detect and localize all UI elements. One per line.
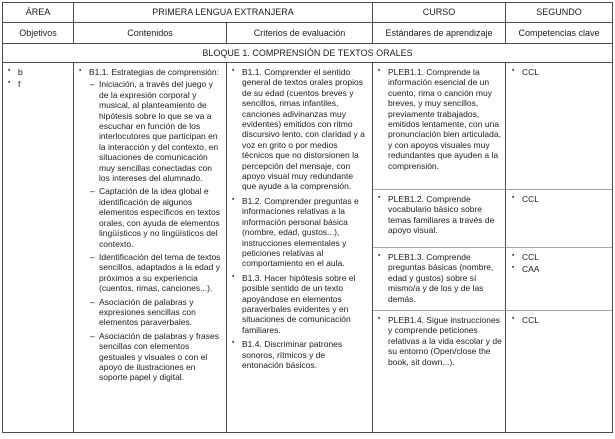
cell-estandar-4: [373, 311, 506, 432]
cell-competencias-1: [506, 63, 612, 190]
cell-estandar-2: [373, 190, 506, 248]
cell-estandar-3: [373, 248, 506, 311]
estandar-text: ▪ PLEB1.1. Comprende la información esencial de un cuento, rima o canción muy breves, y muy sencillos, previamente trabajados, emitidos lentamente, con una pronunciación bien articulada, y con apoyos visuales muy redundantes que ayuden a la comprensión.: [377, 67, 502, 171]
cell-competencias-2: [506, 190, 612, 248]
contenido-item: – Identificación del tema de textos sencillos, adaptados a la edad y próximos a su experiencia (cuentos, rimas, canciones...).: [90, 252, 223, 294]
contenido-heading-text: B1.1. Estrategias de comprensión:: [89, 67, 219, 77]
column-header-contenidos: Contenidos: [74, 23, 227, 44]
contenido-item: – Asociación de palabras y frases sencillas con elementos gestuales y visuales o con el apoyo de ilustraciones en soporte papel y digital.: [90, 331, 223, 383]
contenido-item: – Captación de la idea global e identificación de algunos elementos específicos en textos orales, con ayuda de elementos lingüísticos y no lingüísticos del contexto.: [90, 186, 223, 248]
estandares-competencias-grid: [373, 63, 612, 432]
criterio-item: ▪ B1.1. Comprender el sentido general de textos orales propios de su edad (cuentos breves y sencillos, rimas infantiles, canciones adivinanzas muy evidentes) emitidos con ritmo discursivo lento, con claridad y a voz en grito o por medios técnicos que no distorsionen la percepción del mensaje, con apoyo visual muy redundante que ayude a la comprensión.: [231, 67, 369, 192]
curriculum-table: [2, 2, 613, 433]
contenido-heading: [78, 67, 223, 383]
header-grade: SEGUNDO: [506, 3, 612, 23]
header-curso: CURSO: [373, 3, 506, 23]
competencia-code: ▪ CCL: [511, 194, 609, 204]
estandar-text: ▪ PLEB1.2. Comprende vocabulario básico sobre temas familiares a través de apoyo visual.: [377, 194, 502, 236]
competencia-code: ▪ CCL: [511, 252, 609, 262]
cell-competencias-4: [506, 311, 612, 432]
cell-competencias-3: [506, 248, 612, 311]
column-header-competencias: Competencias clave: [506, 23, 612, 44]
column-header-objetivos: Objetivos: [3, 23, 74, 44]
cell-criterios: [227, 63, 373, 432]
estandar-text: ▪ PLEB1.4. Sigue instrucciones y comprende peticiones relativas a la vida escolar y de su entorno (Open/close the book, sit down...).: [377, 315, 502, 367]
header-subject: PRIMERA LENGUA EXTRANJERA: [74, 3, 373, 23]
contenido-item: – Iniciación, a través del juego y de la expresión corporal y musical, al planteamiento de hipótesis sobre lo que se va a escuchar en función de los interlocutores que participan en la interacción y del contexto, en situaciones de comunicación muy sencillas conectadas con los intereses del alumnado.: [90, 79, 223, 183]
objetivo-item: ▪ f: [7, 79, 70, 89]
cell-objetivos: [3, 63, 74, 432]
column-header-estandares: Estándares de aprendizaje: [373, 23, 506, 44]
competencia-code: ▪ CCL: [511, 67, 609, 77]
objetivo-item: ▪ b: [7, 67, 70, 77]
criterio-item: ▪ B1.4. Discriminar patrones sonoros, rítmicos y de entonación básicos.: [231, 339, 369, 370]
contenido-item: – Asociación de palabras y expresiones sencillas con elementos paraverbales.: [90, 297, 223, 328]
header-area: ÁREA: [3, 3, 74, 23]
cell-contenidos: [74, 63, 227, 432]
criterio-item: ▪ B1.2. Comprender preguntas e informaciones relativas a la información personal básica (nombre, edad, gustos...), instrucciones elementales y peticiones relativas al comportamiento en el aula.: [231, 196, 369, 269]
competencia-code: ▪ CAA: [511, 264, 609, 274]
block-title: BLOQUE 1. COMPRENSIÓN DE TEXTOS ORALES: [3, 44, 612, 63]
cell-estandar-1: [373, 63, 506, 190]
column-header-criterios: Criterios de evaluación: [227, 23, 373, 44]
criterio-item: ▪ B1.3. Hacer hipótesis sobre el posible sentido de un texto apoyándose en elementos paraverbales evidentes y en situaciones de comunicación familiares.: [231, 273, 369, 335]
competencia-code: ▪ CCL: [511, 315, 609, 325]
estandar-text: ▪ PLEB1.3. Comprende preguntas básicas (nombre, edad y gustos) sobre sí mismo/a y de los y de las demás.: [377, 252, 502, 304]
